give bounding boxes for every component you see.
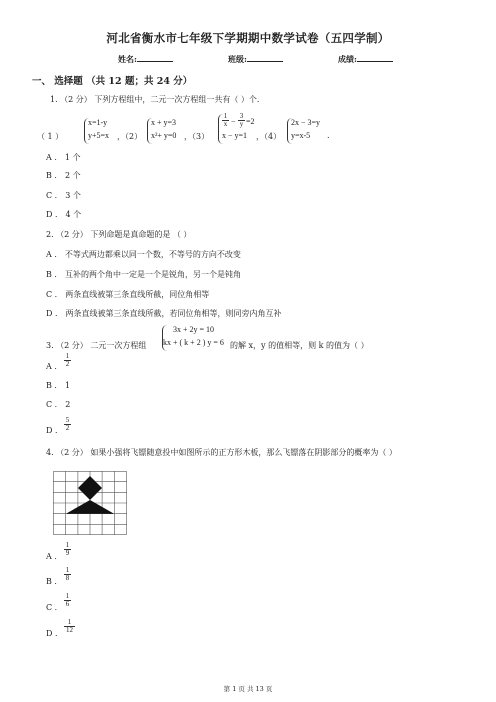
q1-sys4-eq1: 2x − 3=y bbox=[291, 118, 321, 127]
q3-eq2: kx + ( k + 2 ) y = 6 bbox=[163, 338, 224, 347]
q1-end: . bbox=[327, 131, 330, 140]
q2-stem: 2. （2 分） 下列命题是真命题的是 （ ） bbox=[46, 230, 192, 239]
q3-option-d-label[interactable]: D ． bbox=[46, 426, 63, 435]
q3-stem-pre: 3. （2 分） 二元一次方程组 bbox=[46, 341, 147, 350]
page-title: 河北省衡水市七年级下学期期中数学试卷（五四学制） bbox=[106, 31, 390, 45]
q4-option-d-label[interactable]: D ． bbox=[46, 629, 63, 638]
q2-option-b[interactable]: B ． 互补的两个角中一定是一个是锐角，另一个是钝角 bbox=[46, 270, 241, 279]
score-field bbox=[338, 53, 393, 65]
q3-eq1: 3x + 2y = 10 bbox=[173, 325, 215, 334]
q3-option-d-fraction: $\frac{5}{2}$ bbox=[65, 416, 70, 432]
q1-sys4-eq2: y=x-5 bbox=[291, 131, 311, 140]
name-field bbox=[118, 53, 173, 65]
q1-label-1: （ 1 ） bbox=[37, 132, 64, 141]
name-label: 姓名: bbox=[118, 54, 137, 64]
q1-sys3-eq1-rhs: =2 bbox=[246, 117, 255, 126]
q1-option-a[interactable]: A ． 1 个 bbox=[46, 153, 81, 162]
class-blank bbox=[247, 53, 283, 62]
score-blank bbox=[357, 53, 393, 62]
q2-option-d[interactable]: D ． 两条直线被第三条直线所截，若同位角相等，则同旁内角互补 bbox=[46, 309, 282, 318]
q3-stem-post: 的解 x，y 的值相等，则 k 的值为（ ） bbox=[230, 341, 369, 350]
q1-label-2: ，（2） bbox=[117, 132, 143, 141]
q2-option-a[interactable]: A ． 不等式两边都乘以同一个数，不等号的方向不改变 bbox=[46, 250, 241, 259]
q4-option-c-fraction: $\frac{1}{6}$ bbox=[65, 592, 70, 608]
q4-option-d-fraction: $\frac{1}{12}$ bbox=[66, 618, 73, 634]
q1-label-4: ，（4） bbox=[256, 132, 282, 141]
score-label: 成绩: bbox=[338, 54, 357, 64]
q1-option-b[interactable]: B ． 2 个 bbox=[46, 171, 81, 180]
q1-label-3: ，（3） bbox=[184, 132, 210, 141]
q1-sys2-eq2: x²+ y=0 bbox=[151, 131, 177, 140]
q1-sys3-minus: − bbox=[231, 117, 236, 126]
page-footer: 第 1 页 共 13 页 bbox=[223, 685, 273, 693]
q1-stem: 1. （2 分） 下列方程组中，二元一次方程组一共有（ ）个. bbox=[50, 95, 260, 104]
q4-option-b-fraction: $\frac{1}{8}$ bbox=[65, 566, 70, 582]
q4-option-a-fraction: $\frac{1}{9}$ bbox=[65, 541, 70, 557]
q3-option-a-label[interactable]: A ． bbox=[46, 362, 63, 371]
q4-option-b-label[interactable]: B ． bbox=[46, 577, 63, 586]
q1-frac-3-over-y: $\frac{3}{y}$ bbox=[239, 112, 244, 128]
section-title: 一、 选择题 （共 12 题；共 24 分） bbox=[32, 76, 193, 87]
q1-sys2-eq1: x + y=3 bbox=[151, 118, 177, 127]
q4-stem: 4. （2 分） 如果小强将飞镖随意投中如图所示的正方形木板，那么飞镖落在阴影部分的概率为（ ） bbox=[46, 448, 397, 457]
q1-sys1-eq1: x=1-y bbox=[88, 118, 108, 127]
name-blank bbox=[137, 53, 173, 62]
q3-option-c[interactable]: C ． 2 bbox=[46, 400, 71, 409]
q4-option-c-label[interactable]: C ． bbox=[46, 603, 63, 612]
q3-option-b[interactable]: B ． 1 bbox=[46, 381, 71, 390]
class-label: 班级: bbox=[228, 54, 247, 64]
class-field bbox=[228, 53, 283, 65]
q3-option-a-fraction: $\frac{1}{2}$ bbox=[65, 352, 70, 368]
q1-sys1-eq2: y+5=x bbox=[88, 131, 110, 140]
q1-option-d[interactable]: D ． 4 个 bbox=[46, 210, 82, 219]
q2-option-c[interactable]: C ． 两条直线被第三条直线所截，同位角相等 bbox=[46, 290, 210, 299]
q1-sys3-eq2: x − y=1 bbox=[222, 131, 248, 140]
q4-option-a-label[interactable]: A ． bbox=[46, 552, 63, 561]
q1-option-c[interactable]: C ． 3 个 bbox=[46, 191, 81, 200]
dartboard-figure bbox=[53, 471, 127, 535]
q1-frac-1-over-x: $\frac{1}{x}$ bbox=[223, 112, 228, 128]
